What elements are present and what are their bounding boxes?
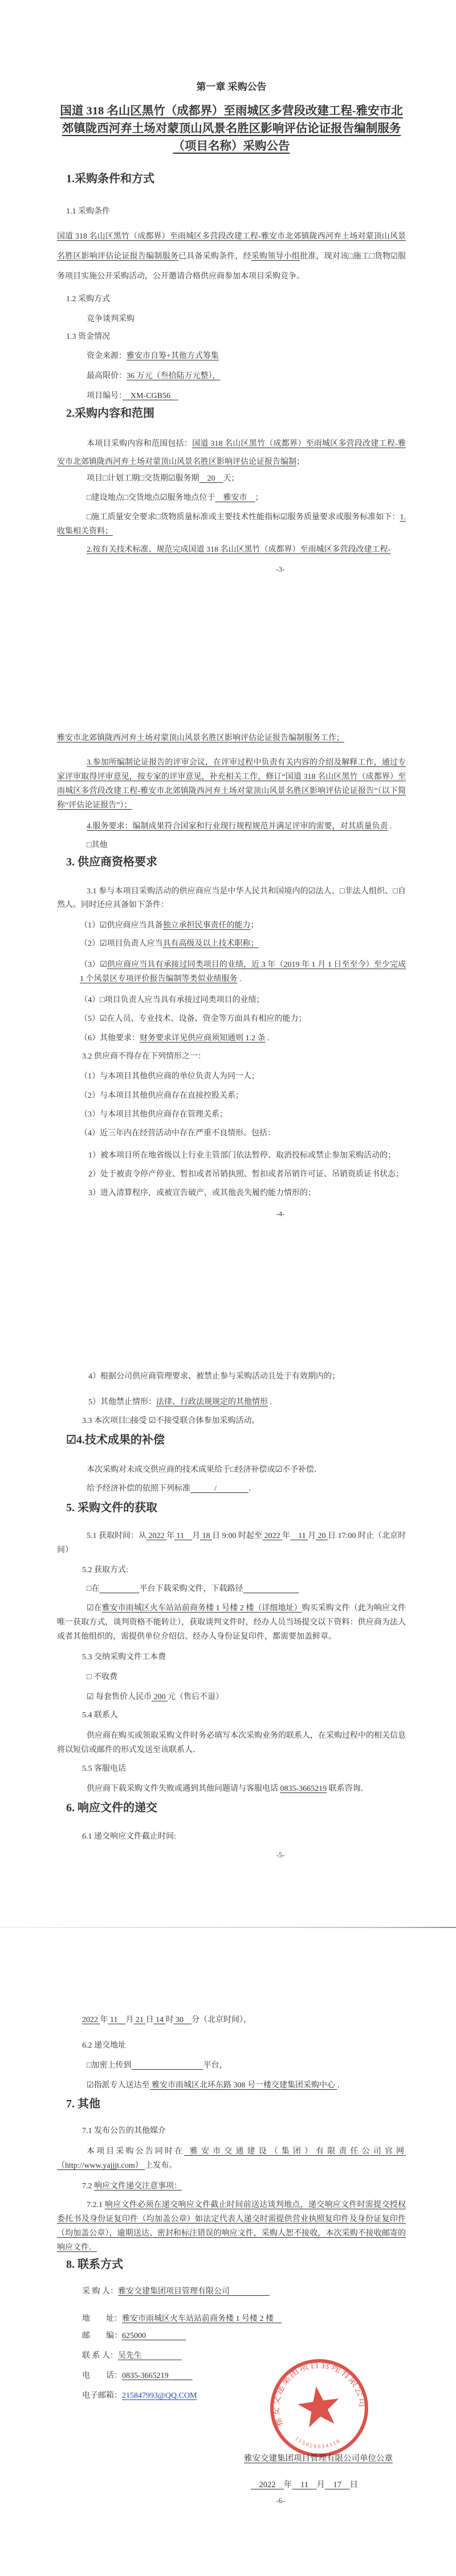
prohibited-item-4: （4）近三年内在经营活动中存在严重不良情形。包括： <box>80 1129 275 1138</box>
page-4 <box>57 731 406 1200</box>
project-number-line: 项目编号： XM-CGB56 <box>87 392 179 400</box>
section-1-3-label: 1.3 资金情况 <box>66 333 110 341</box>
announcement-media-paragraph: 本项目采购公告同时在 雅安市交通建设（集团）有限责任公司官网（http://www.yajjjt.com） 上发布。 <box>57 2147 406 2170</box>
prohibited-item-1: （1）与本项目其他供应商的单位负责人为同一人； <box>80 1072 259 1081</box>
star-icon <box>295 2384 342 2429</box>
section-7-1-label: 7.1 发布公告的其他媒介 <box>82 2127 166 2135</box>
seal-code-text: 115026034110 <box>294 2435 343 2450</box>
submission-notes-paragraph: 7.2.1 响应文件必须在递交响应文件截止时间前送达谈判地点，递交响应文件时需提交授权委托书及身份证复印件（均加盖公章）如法定代表人递交时需提供营业执照复印件及身份证复印件（均加盖公章），逾期送达、密封和标注错误的响应文件，采购人恕不接收，本次采购不接收邮寄的响应文件． <box>57 2201 406 2252</box>
deadline-line: 2022 年 11 月 21 日 14 时 30 分（北京时间）， <box>82 2016 251 2024</box>
fee-free-option: □ 不收费 <box>87 1673 117 1681</box>
seal-caption: 雅安交建集团项目管理有限公司单位公章 <box>244 2454 393 2463</box>
requirement-2-line: 2.按有关技术标准、规范完成国道 318 名山区黑竹（成都界）至雨城区多营段改建工程- <box>87 545 391 554</box>
zipcode-line: 邮 编：625000 <box>82 2332 186 2340</box>
seal-date: 2022 年 11 月 17 日 <box>251 2480 358 2489</box>
requirement-3-paragraph: 3.参加所编制论证报告的评审会议，在评审过程中负责有关内容的介绍及解释工作，通过专家评审取得评审意见，按专家的评审意见，补充相关工作，修订“国道 318 名山区黑竹（成都界）至雨城区多营段改建工程-雅安市北郊镇陇西河弃土场对蒙顶山风景名胜区影响评估论证报告”（以下简称“评估论证报告”）； <box>57 758 406 810</box>
prohibited-sub-item-1: 1）被本项目所在地省级以上行业主管部门依法暂停、取消投标或禁止参加采购活动的； <box>88 1151 396 1160</box>
contact-person-paragraph: 供应商在购买或领取采购文件时务必填写本次采购业务的联系人，在采购过程中的相关信息将以短信或邮件的形式发送至该联系人． <box>57 1732 406 1754</box>
address-line: 地 址：雅安市雨城区火车站站前商务楼 1 号楼 2 楼 <box>82 2315 282 2323</box>
service-phone-line: 供应商下载采购文件失败或遇到其他问题请与客服电话 0835-3665219 联系咨询． <box>87 1785 369 1793</box>
buyer-line: 采 购 人：雅安交建集团项目管理有限公司 <box>82 2287 270 2296</box>
qualification-item-6: （6）其他要求：财务要求详见供应商须知通则 1.2 条 . <box>80 1034 270 1043</box>
section-6-2-label: 6.2 递交地址 <box>82 2041 126 2050</box>
other-checkbox-line: □其他 <box>87 841 108 850</box>
service-period-line: 项目□计划工期□交货期☑服务期 20 天； <box>87 474 239 483</box>
section-7-heading: 7. 其他 <box>66 2098 100 2110</box>
page-3 <box>57 80 406 557</box>
page-number-5: -5- <box>276 1851 285 1859</box>
section-3-heading: 3. 供应商资格要求 <box>66 856 157 868</box>
page-6 <box>57 2013 406 2403</box>
page-number-6: -6- <box>276 2496 285 2505</box>
quality-requirements-paragraph: □施工质量安全要求□货物质量标准或主要技术性能指标☑服务质量要求或服务标准如下：1.收集相关资料； <box>57 513 406 536</box>
qualification-item-3: （3）☑供应商应当具有承接过同类项目的业绩，近 3 年（2019 年 1 月 1 日至至今）至少完成 1 个风景区专项评价报告编制等类似业绩服务 . <box>80 961 406 983</box>
section-4-heading: ☑4.技术成果的补偿 <box>66 1434 165 1446</box>
qualification-item-1: （1）☑供应商应当具备独立承担民事责任的能力； <box>80 921 259 930</box>
compensation-line-2: 给予经济补偿的依照下列标准 / ． <box>87 1484 256 1493</box>
deliver-option-line: ☑指派专人送达至 雅安市雨城区北环东路 308 号一楼交建集团采购中心 ． <box>87 2081 345 2090</box>
fund-source-line: 资金来源：雅安市自筹+其他方式筹集 <box>87 352 219 360</box>
scope-continuation-line: 雅安市北郊镇陇西河弃土场对蒙顶山风景名胜区影响评估论证报告编制服务工作； <box>57 734 344 743</box>
upload-option-line: □加密上传到 平台， <box>87 2061 227 2070</box>
prohibited-sub-item-3: 3）进入清算程序，或被宣告破产，或其他丧失履约能力情形的； <box>88 1189 316 1197</box>
prohibited-sub-item-2: 2）处于被责令停产停业、暂扣或者吊销执照、暂扣或者吊销许可证、吊销资质证书状态； <box>88 1170 404 1179</box>
page-separator-line <box>0 1927 456 1928</box>
section-8-heading: 8. 联系方式 <box>66 2258 123 2271</box>
section-2-heading: 2.采购内容和范围 <box>66 407 154 420</box>
prohibited-item-2: （2）与本项目其他供应商存在直接控股关系； <box>80 1092 243 1100</box>
section-3-3-line: 3.3 本次项目□接受 ☑不接受联合体参加采购活动。 <box>82 1417 260 1425</box>
qualification-item-5: （5）☑在人员、专业技术、设备、资金等方面具有相应的能力； <box>80 1015 307 1023</box>
prohibited-sub-item-5: 5）其他禁止情形：法律、行政法规规定的其他情形 . <box>88 1398 272 1406</box>
contact-name-line: 联 系 人：吴先生 <box>82 2352 182 2360</box>
compensation-line-1: 本次采购对未成交供应商的技术成果给于□经济补偿或☑不予补偿． <box>87 1466 323 1474</box>
section-7-2-label: 7.2 响应文件递交注意事项： <box>82 2182 182 2191</box>
download-option-line: □在 平台下载采购文件，下载路径 <box>87 1585 243 1593</box>
page-number-4: -4- <box>276 1209 285 1218</box>
section-5-4-label: 5.4 联系人 <box>82 1711 118 1720</box>
prohibited-item-3: （3）与本项目其他供应商存在管理关系； <box>80 1110 227 1119</box>
section-1-heading: 1.采购条件和方式 <box>66 173 154 185</box>
company-seal-stamp <box>262 2351 376 2466</box>
email-line: 电子邮箱：215847993@QQ.COM <box>82 2392 197 2400</box>
chapter-heading: 第一章 采购公告 <box>196 81 267 92</box>
scope-paragraph: 本项目采购内容和范围包括：国道 318 名山区黑竹（成都界）至雨城区多营段改建工程-雅安市北郊镇陇西河弃土场对蒙顶山风景名胜区影响评估论证报告编制； <box>57 440 406 466</box>
section-5-5-label: 5.5 客服电话 <box>82 1765 126 1773</box>
section-5-3-label: 5.3 交纳采购文件工本费 <box>82 1653 166 1662</box>
section-5-heading: 5. 采购文件的获取 <box>66 1502 157 1514</box>
section-1-2-label: 1.2 采购方式 <box>66 295 110 303</box>
purchase-option-paragraph: ☑在雅安市雨城区火车站站前商务楼 1 号楼 2 楼（详细地址）购买采购文件（此为响应文件唯一获取方式，谈判资格不能转让），获取谈判文件时，经办人员当场提交以下资料：供应商为法人或者其他组织的，需提供单位介绍信、经办人身份证复印件，都需要加盖鲜章。 <box>57 1604 406 1641</box>
document-title: 国道 318 名山区黑竹（成都界）至雨城区多营段改建工程-雅安市北郊镇陇西河弃土场对蒙顶山风景名胜区影响评估论证报告编制服务（项目名称）采购公告 <box>60 105 403 153</box>
section-1-1-label: 1.1 采购条件 <box>66 207 110 216</box>
page-5 <box>57 1369 406 1844</box>
procurement-conditions-paragraph: 国道 318 名山区黑竹（成都界）至雨城区多营段改建工程-雅安市北郊镇陇西河弃土场对蒙顶山风景名胜区影响评估论证报告编制服务已具备采购条件，经采购领导小组批准，现对该□施工□货物☑服务项目实施公开采购活动，公开邀请合格供应商参加本项目采购竞争。 <box>57 232 406 281</box>
seal-company-text: 雅安交建集团项目管理有限公司 <box>270 2358 369 2429</box>
section-3-2-label: 3.2 供应商不得存在下列情形之一： <box>82 1052 206 1061</box>
section-5-2-label: 5.2 获取方式: <box>82 1566 128 1574</box>
obtain-time-paragraph: 5.1 获取时间：从 2022 年 11 月 18 日 9:00 时起至 2022 年 11 月 20 日 17:00 时止（北京时间） <box>57 1532 406 1554</box>
section-6-heading: 6. 响应文件的递交 <box>66 1802 157 1814</box>
qualification-item-4: （4）□项目负责人应当具有承接过同类项目的业绩； <box>80 996 264 1004</box>
page-number-3: -3- <box>276 565 285 573</box>
section-6-1-label: 6.1 递交响应文件截止时间: <box>82 1832 176 1841</box>
fee-paid-option: ☑ 每套售价人民币 200 元（售后不退） <box>87 1693 224 1701</box>
qualification-item-2: （2）☑项目负责人应当具有高级及以上技术职称； <box>80 940 259 948</box>
max-price-line: 最高限价：36 万元（叁拾陆万元整）， <box>87 372 221 380</box>
phone-line: 电 话：0835-3665219 <box>82 2372 193 2380</box>
procurement-method: 竞争谈判采购 <box>87 315 135 323</box>
requirement-4-line: 4.服务要求：编制成果符合国家和行业现行规程规范并满足评审的需要，对其质量负责 . <box>87 822 392 831</box>
prohibited-sub-item-4: 4）根据公司供应商管理要求、被禁止参与采购活动且处于有效期内的； <box>88 1372 340 1381</box>
supplier-qualification-paragraph: 3.1 参与本项目采购活动的供应商应当是中华人民共和国境内的☑法人、□非法人组织、□自然人。同时还应具备如下条件： <box>57 887 406 909</box>
service-location-line: □建设地点□交货地点☑服务地点位于 雅安市 ； <box>87 494 263 502</box>
